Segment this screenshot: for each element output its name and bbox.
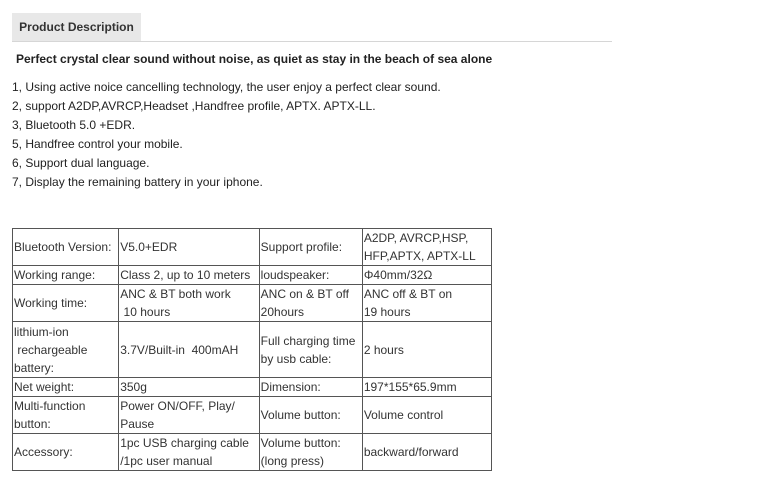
spec-label: Accessory: [13,434,119,471]
feature-list [12,78,441,192]
table-row [13,434,492,471]
feature-item: 2, support A2DP,AVRCP,Headset ,Handfree profile, APTX. APTX-LL. [12,99,376,113]
spec-value-line: A2DP, AVRCP,HSP, [363,231,469,245]
table-row [13,378,492,397]
feature-item: 5, Handfree control your mobile. [12,137,183,151]
spec-value: 197*155*65.9mm [362,378,491,397]
spec-label-line: rechargeable [14,342,88,357]
feature-item: 1, Using active noice cancelling technology, the user enjoy a perfect clear sound. [12,80,441,94]
spec-value: Volume control [362,397,491,434]
spec-label-line: 20hours [260,305,305,319]
feature-item: 3, Bluetooth 5.0 +EDR. [12,118,136,132]
spec-value: 350g [119,378,259,397]
tab-label: Product Description [19,20,134,34]
spec-value [119,434,259,471]
spec-label-line: (long press) [260,454,325,468]
spec-value: V5.0+EDR [119,229,259,266]
spec-value: 3.7V/Built-in 400mAH [119,322,259,378]
spec-value: Class 2, up to 10 meters [119,266,259,285]
spec-label-line: by usb cable: [260,351,332,366]
product-headline: Perfect crystal clear sound without noise, as quiet as stay in the beach of sea alone [16,52,493,66]
spec-label-line: Volume button: [260,436,341,450]
spec-value [362,229,491,266]
spec-value [362,285,491,322]
table-row [13,397,492,434]
spec-value-line: ANC off & BT on [363,287,453,301]
spec-label: Bluetooth Version: [13,229,119,266]
spec-label-line: lithium-ion [14,324,69,339]
spec-value [119,285,259,322]
spec-label [259,322,362,378]
spec-table [12,228,492,471]
spec-label [13,322,119,378]
feature-item: 6, Support dual language. [12,156,150,170]
feature-item: 7, Display the remaining battery in your iphone. [12,175,263,189]
spec-label: Support profile: [259,229,362,266]
spec-label: Volume button: [259,397,362,434]
spec-label-line: battery: [14,360,55,375]
spec-value-line: Pause [120,417,155,431]
spec-value: Φ40mm/32Ω [362,266,491,285]
spec-label [259,434,362,471]
spec-value: 2 hours [362,322,491,378]
spec-label [259,285,362,322]
spec-label-line: button: [14,417,51,431]
tab-bar [12,13,612,42]
spec-value-line: /1pc user manual [120,454,213,468]
spec-value-line: Power ON/OFF, Play/ [120,399,235,413]
tab-product-description[interactable] [12,13,141,41]
spec-label-line: ANC on & BT off [260,287,349,301]
spec-value-line: 1pc USB charging cable [120,436,249,450]
spec-label-line: Multi-function [14,399,86,413]
spec-value [119,397,259,434]
spec-label-line: Full charging time [260,333,356,348]
table-row [13,266,492,285]
spec-value-line: ANC & BT both work [120,287,231,301]
spec-value-line: 19 hours [363,305,411,319]
spec-value-line: 10 hours [120,305,171,319]
spec-label: Working time: [13,285,119,322]
spec-value-line: HFP,APTX, APTX-LL [363,249,476,263]
table-row [13,322,492,378]
spec-label [13,397,119,434]
table-row [13,285,492,322]
spec-label: Working range: [13,266,119,285]
table-row [13,229,492,266]
spec-label: Net weight: [13,378,119,397]
spec-label: loudspeaker: [259,266,362,285]
spec-label: Dimension: [259,378,362,397]
spec-value: backward/forward [362,434,491,471]
